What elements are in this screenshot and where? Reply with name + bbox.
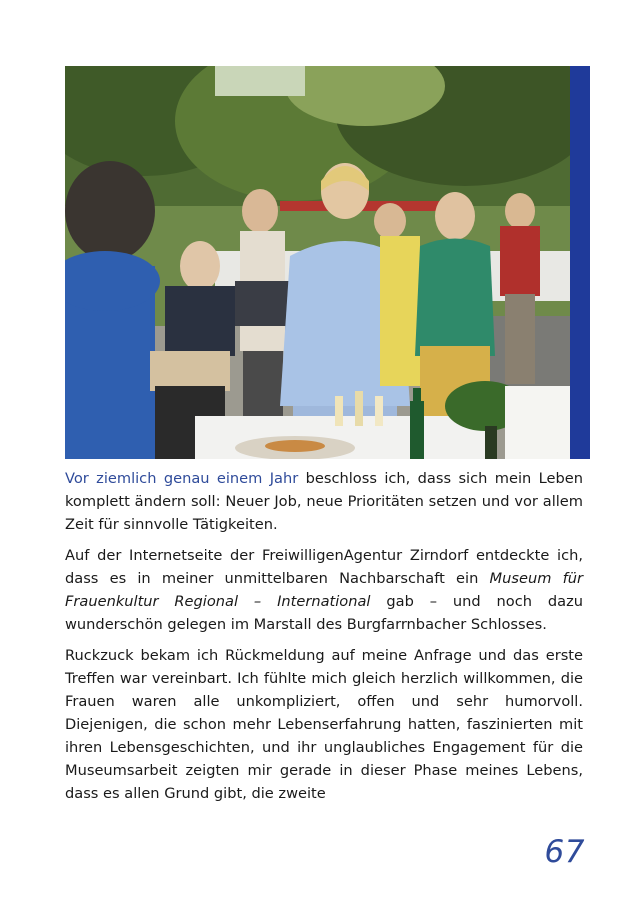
paragraph-1-lead: Vor ziemlich genau einem Jahr — [65, 470, 299, 487]
museum-name-emphasis: Museum für Frauenkultur Regional – International — [65, 570, 583, 610]
paragraph-1-text: beschloss ich, dass sich mein Leben komplett ändern soll: Neuer Job, neue Prioritäten setzen und vor allem Zeit für sinnvolle Tätigkeiten. — [65, 470, 583, 533]
body-text — [65, 467, 583, 813]
paragraph-2-after: gab – und noch dazu wunderschön gelegen im Marstall des Burgfarrnbacher Schlosses. — [65, 593, 583, 633]
paragraph-2 — [65, 544, 583, 636]
paragraph-3-text: Ruckzuck bekam ich Rückmeldung auf meine Anfrage und das erste Treffen war vereinbart. Ich fühlte mich gleich herzlich willkommen, die Frauen waren alle unkompliziert, offen und sehr humorvoll. Diejenigen, die schon mehr Lebenserfahrung hatten, faszinierten mit ihren Lebensgeschichten, und ihr unglaubliches Engagement für die Museumsarbeit zeigten mir gerade in dieser Phase meines Lebens, dass es allen Grund gibt, die zweite — [65, 647, 583, 802]
garden-party-photo — [65, 66, 590, 459]
paragraph-2-before: Auf der Internetseite der FreiwilligenAgentur Zirndorf entdeckte ich, dass es in meiner unmittelbaren Nachbarschaft ein — [65, 547, 583, 587]
paragraph-3 — [65, 644, 583, 805]
photo-illustration — [65, 66, 590, 459]
paragraph-1 — [65, 467, 583, 536]
page-number: 67 — [544, 834, 585, 870]
